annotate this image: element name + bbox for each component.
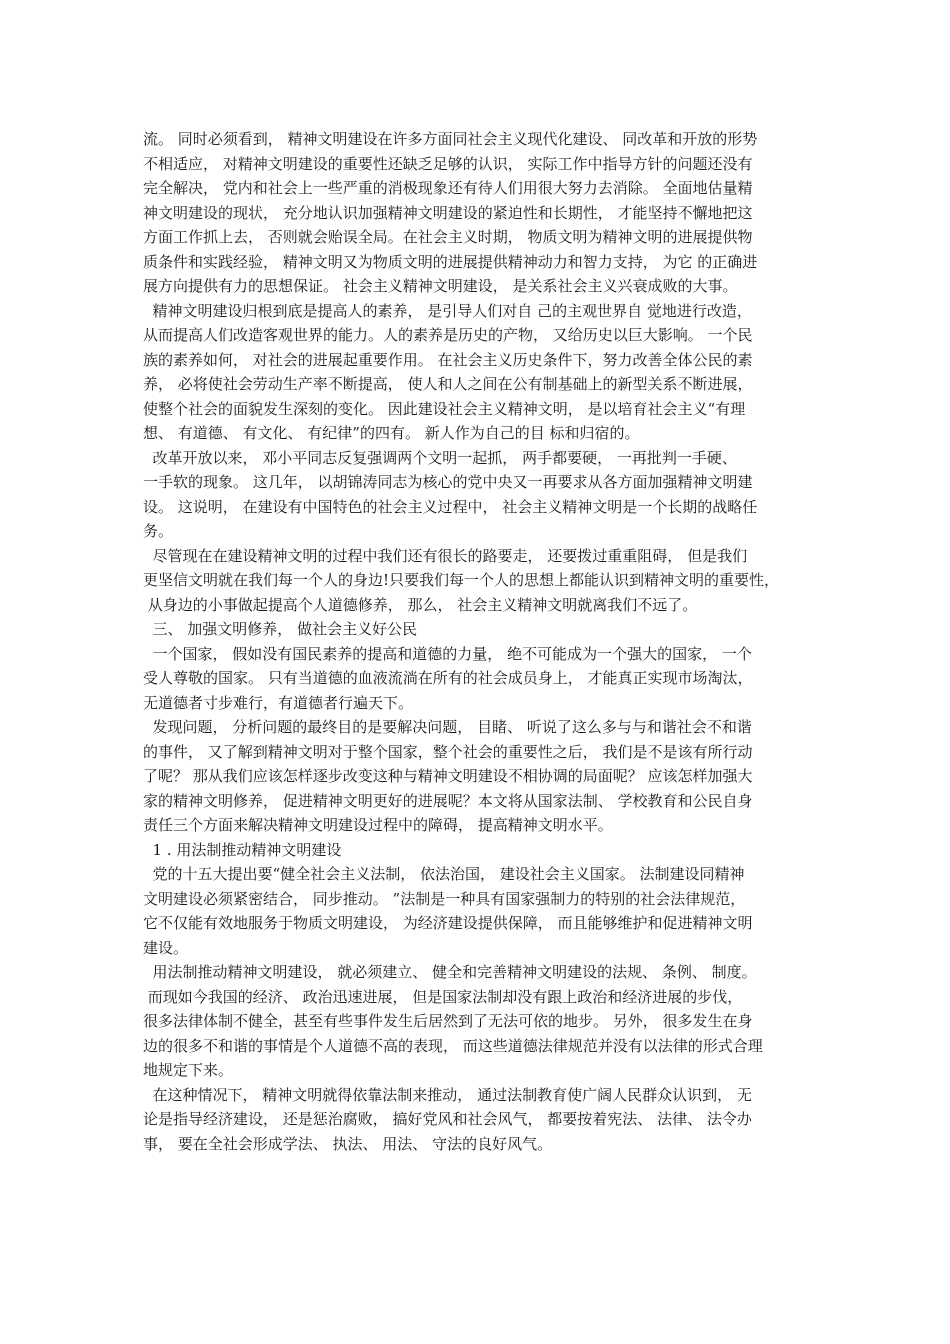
text-line: 无道德者寸步难行，有道德者行遍天下。 [143,693,414,712]
text-line: 它不仅能有效地服务于物质文明建设， 为经济建设提供保障， 而且能够维护和促进精神文明 [143,914,753,932]
text-line: 很多法律体制不健全，甚至有些事件发生后居然到了无法可依的地步。 另外， 很多发生在身 [143,1012,753,1030]
text-line: 的事件， 又了解到精神文明对于整个国家，整个社会的重要性之后， 我们是不是该有所行动 [143,742,753,761]
text-line: 党的十五大提出要“健全社会主义法制， 依法治国， 建设社会主义国家。 法制建设同精神 [143,865,745,883]
text-line: 流。 同时必须看到， 精神文明建设在许多方面同社会主义现代化建设、 同改革和开放的形势 [143,130,758,148]
text-line: 发现问题， 分析问题的最终目的是要解决问题， 目睹、 听说了这么多与与和谐社会不和谐 [143,718,752,736]
text-line: 展方向提供有力的思想保证。 社会主义精神文明建设， 是关系社会主义兴衰成败的大事。 [143,277,738,295]
text-line: 养， 必将使社会劳动生产率不断提高， 使人和人之间在公有制基础上的新型关系不断进展， [143,375,753,393]
text-line: 受人尊敬的国家。 只有当道德的血液流淌在所有的社会成员身上， 才能真正实现市场淘汰， [143,669,753,687]
text-line: 务。 [143,522,174,540]
section-heading: 三、 加强文明修养， 做社会主义好公民 [143,620,418,638]
text-line: 在这种情况下， 精神文明就得依靠法制来推动， 通过法制教育使广阔人民群众认识到， 无 [143,1085,752,1104]
text-line: 家的精神文明修养， 促进精神文明更好的进展呢？本文将从国家法制、 学校教育和公民自身 [143,791,753,810]
text-line: 责任三个方面来解决精神文明建设过程中的障碍， 提高精神文明水平。 [143,816,613,834]
text-line: 一个国家， 假如没有国民素养的提高和道德的力量， 绝不可能成为一个强大的国家， 一个 [143,644,752,663]
text-line: 完全解决， 党内和社会上一些严重的消极现象还有待人们用很大努力去消除。 全面地估量精 [143,179,753,197]
text-line: 方面工作抓上去， 否则就会贻误全局。在社会主义时期， 物质文明为精神文明的进展提供物 [143,228,753,246]
subsection-heading: 1 . 用法制推动精神文明建设 [143,840,342,859]
text-line: 质条件和实践经验， 精神文明又为物质文明的进展提供精神动力和智力支持， 为它 的正确进 [143,252,758,271]
text-line: 改革开放以来， 邓小平同志反复强调两个文明一起抓， 两手都要硬， 一再批判一手硬、 [143,448,737,467]
text-line: 而现如今我国的经济、 政治迅速进展， 但是国家法制却没有跟上政治和经济进展的步伐， [143,987,743,1006]
text-line: 从身边的小事做起提高个人道德修养， 那么， 社会主义精神文明就离我们不远了。 [143,595,698,614]
text-line: 想、 有道德、 有文化、 有纪律”的四有。 新人作为自己的目 标和归宿的。 [143,424,640,442]
text-line: 更坚信文明就在我们每一个人的身边!只要我们每一个人的思想上都能认识到精神文明的重要性， [143,571,780,589]
text-line: 精神文明建设归根到底是提高人的素养， 是引导人们对自 己的主观世界自 觉地进行改造， [143,301,752,320]
text-line: 尽管现在在建设精神文明的过程中我们还有很长的路要走， 还要拨过重重阻碍， 但是我们 [143,546,748,565]
text-line: 边的很多不和谐的事情是个人道德不高的表现， 而这些道德法律规范并没有以法律的形式合理 [143,1036,763,1055]
text-line: 论是指导经济建设， 还是惩治腐败， 搞好党风和社会风气， 都要按着宪法、 法律、 法令办 [143,1110,752,1128]
text-line: 了呢？ 那从我们应该怎样逐步改变这种与精神文明建设不相协调的局面呢？ 应该怎样加强大 [143,767,753,785]
text-line: 族的素养如何， 对社会的进展起重要作用。 在社会主义历史条件下，努力改善全体公民的素 [143,350,753,369]
text-line: 使整个社会的面貌发生深刻的变化。 因此建设社会主义精神文明， 是以培育社会主义“有理 [143,399,746,418]
text-line: 一手软的现象。 这几年， 以胡锦涛同志为核心的党中央又一再要求从各方面加强精神文明建 [143,473,753,491]
document-body [143,127,815,1156]
text-line: 文明建设必须紧密结合， 同步推动。 ”法制是一种具有国家强制力的特别的社会法律规范， [143,889,746,908]
text-line: 地规定下来。 [143,1061,234,1079]
text-line: 事， 要在全社会形成学法、 执法、 用法、 守法的良好风气。 [143,1134,553,1153]
text-line: 建设。 [143,938,189,957]
text-line: 神文明建设的现状， 充分地认识加强精神文明建设的紧迫性和长期性， 才能坚持不懈地把这 [143,203,753,222]
text-line: 设。 这说明， 在建设有中国特色的社会主义过程中， 社会主义精神文明是一个长期的战略任 [143,497,758,516]
text-line: 不相适应， 对精神文明建设的重要性还缺乏足够的认识， 实际工作中指导方针的问题还没有 [143,154,753,173]
text-line: 从而提高人们改造客观世界的能力。人的素养是历史的产物， 又给历史以巨大影响。 一个民 [143,326,753,344]
text-line: 用法制推动精神文明建设， 就必须建立、 健全和完善精神文明建设的法规、 条例、 制度。 [143,963,757,981]
